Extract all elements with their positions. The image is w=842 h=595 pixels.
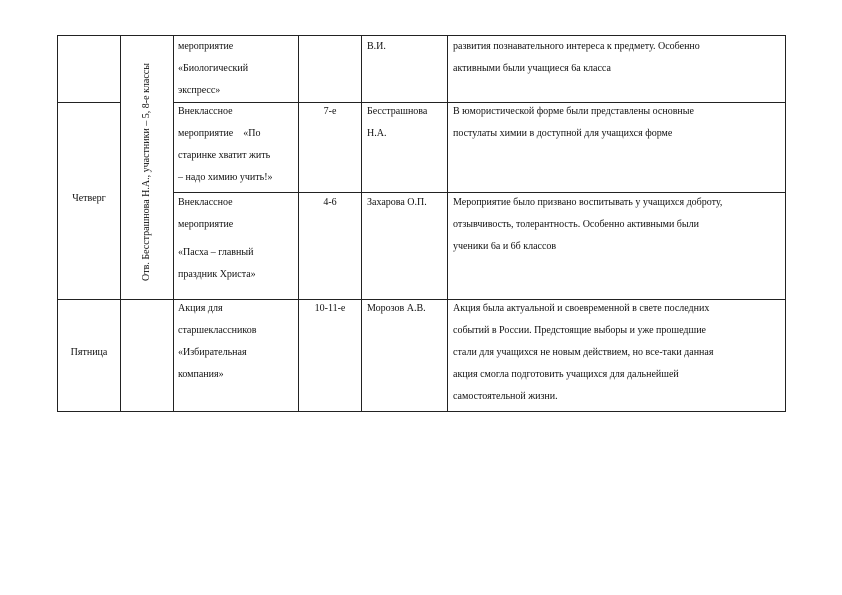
organizer-cell: [367, 298, 447, 320]
comment-line: Акция была актуальной и своевременной в свете последних: [453, 303, 710, 314]
table-row: [178, 36, 296, 102]
table-col-divider: [173, 35, 174, 412]
comment-line: активными были учащиеся 6а класса: [453, 63, 611, 74]
comment-line: ученики 6а и 6б классов: [453, 241, 557, 252]
comment-line: развития познавательного интереса к предмету. Особенно: [453, 41, 700, 52]
comment-cell: [453, 192, 783, 258]
event-line: «Избирательная: [178, 347, 247, 358]
event-line: компания»: [178, 369, 224, 380]
event-line: праздник Христа»: [178, 269, 256, 280]
table-col-divider: [120, 35, 121, 412]
organizer-cell: [367, 36, 445, 58]
event-line: «Биологический: [178, 63, 249, 74]
table-col-divider: [447, 35, 448, 412]
comment-cell: [453, 36, 783, 80]
event-line: старшеклассников: [178, 325, 257, 336]
organizer-cell: [367, 101, 445, 145]
comment-line: постулаты химии в доступной для учащихся форме: [453, 128, 673, 139]
organizer-cell: [367, 192, 447, 214]
event-line: Акция для: [178, 303, 223, 314]
day-label: Четверг: [72, 193, 106, 204]
day-label: Пятница: [70, 347, 108, 358]
classes-cell: 7-е: [323, 106, 337, 117]
organizer-line: В.И.: [367, 41, 386, 52]
event-line: экспресс»: [178, 85, 221, 96]
responsible-note: Отв. Бесстрашнова Н.А., участники – 5, 8-е классы: [141, 63, 152, 281]
comment-line: Мероприятие было призвано воспитывать у учащихся доброту,: [453, 197, 723, 208]
comment-line: В юмористической форме были представлены основные: [453, 106, 694, 117]
event-line: мероприятие: [178, 41, 234, 52]
event-line: мероприятие: [178, 219, 234, 230]
event-line: мероприятие «По: [178, 128, 261, 139]
comment-line: стали для учащихся не новым действием, но все-таки данная: [453, 347, 714, 358]
comment-cell: [453, 298, 783, 408]
classes-cell: 10-11-е: [314, 303, 346, 314]
comment-line: событий в России. Предстоящие выборы и уже прошедшие: [453, 325, 706, 336]
table-border-bottom: [57, 411, 786, 412]
event-line: Внеклассное: [178, 106, 233, 117]
event-line: «Пасха – главный: [178, 247, 254, 258]
organizer-line: Н.А.: [367, 128, 387, 139]
table-row-divider: [57, 102, 120, 103]
organizer-line: Захарова О.П.: [367, 197, 427, 208]
table-border-right: [785, 35, 786, 412]
event-cell: [178, 192, 296, 286]
organizer-line: Бесстрашнова: [367, 106, 428, 117]
classes-cell: 4-6: [323, 197, 337, 208]
organizer-line: Морозов А.В.: [367, 303, 426, 314]
comment-cell: [453, 101, 783, 145]
comment-line: самостоятельной жизни.: [453, 391, 558, 402]
comment-line: отзывчивость, толерантность. Особенно активными были: [453, 219, 699, 230]
event-line: старинке хватит жить: [178, 150, 271, 161]
event-line: – надо химию учить!»: [178, 172, 273, 183]
table-col-divider: [298, 35, 299, 412]
table-col-divider: [361, 35, 362, 412]
comment-line: акция смогла подготовить учащихся для дальнейшей: [453, 369, 679, 380]
event-cell: [178, 101, 296, 189]
event-line: Внеклассное: [178, 197, 233, 208]
event-cell: [178, 298, 296, 386]
